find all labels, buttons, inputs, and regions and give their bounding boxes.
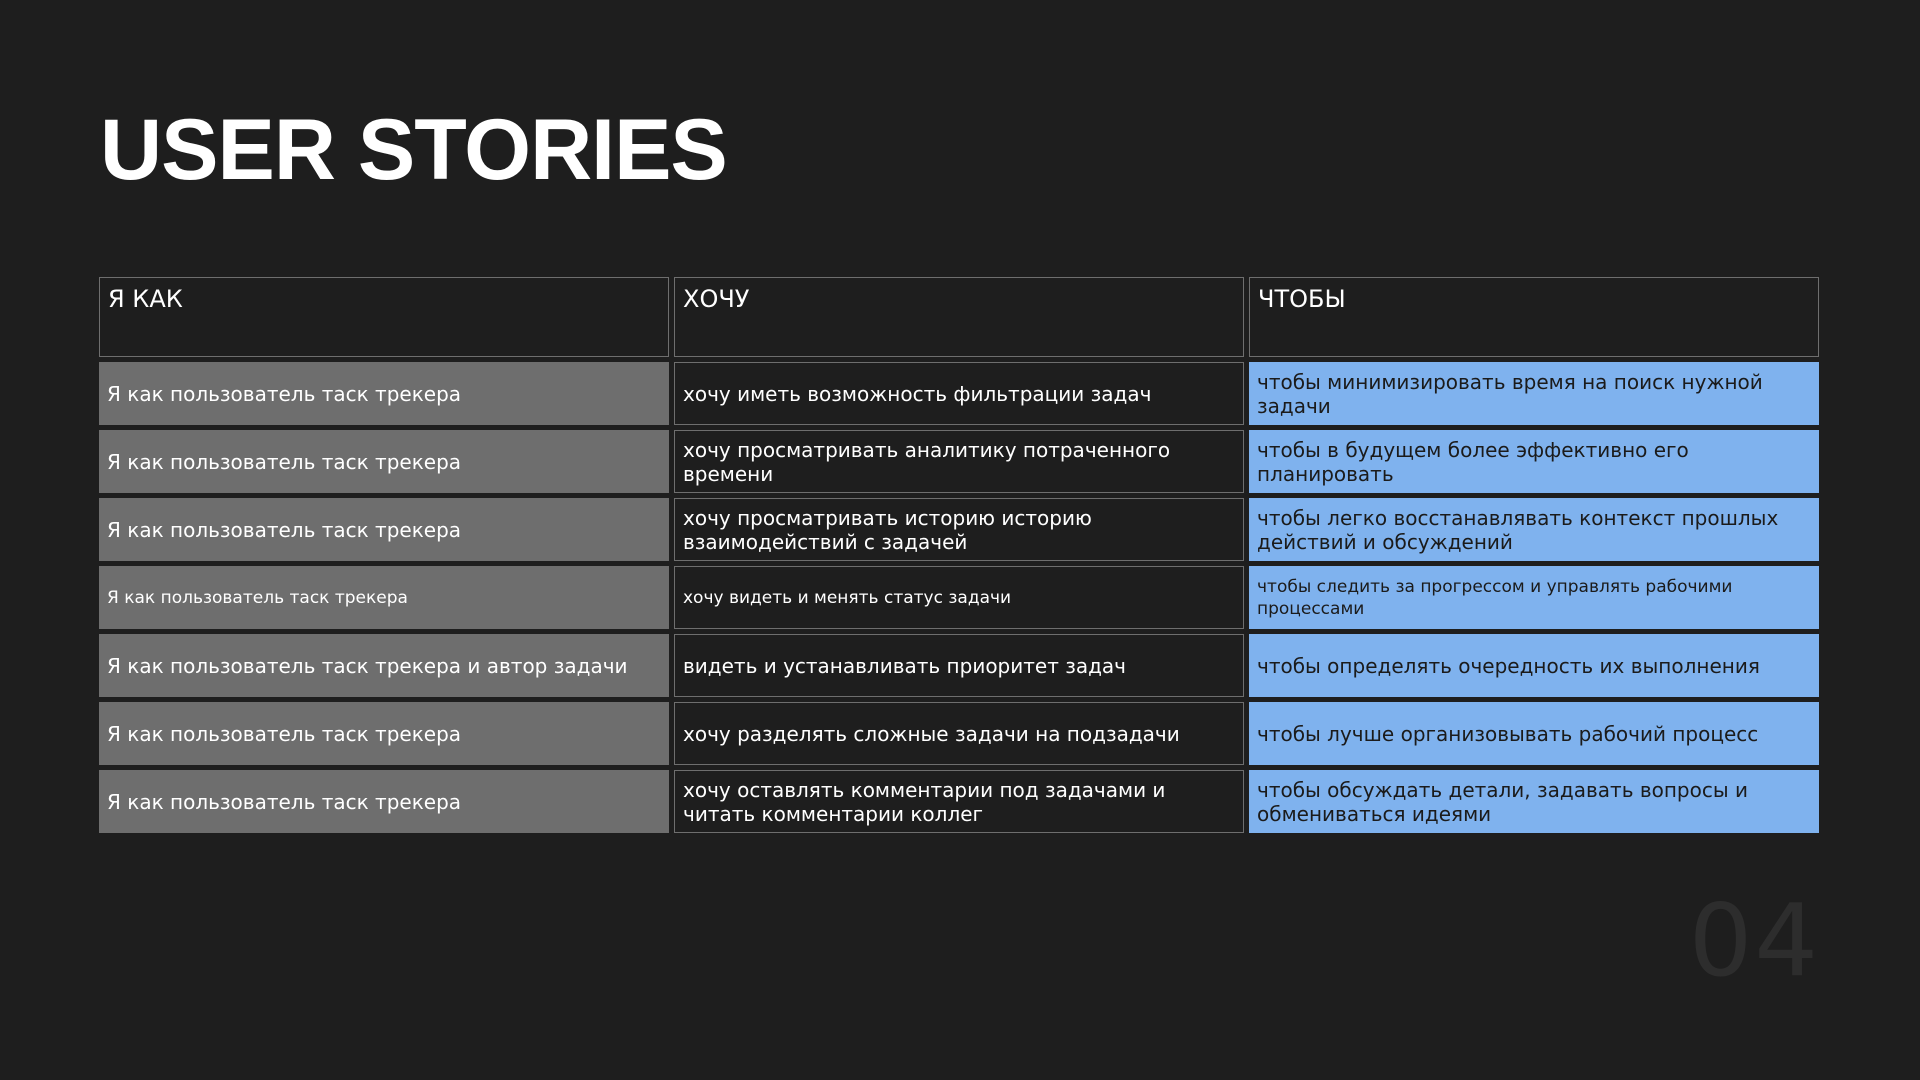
user-stories-table [94, 272, 1824, 838]
want-cell: хочу оставлять комментарии под задачами и читать комментарии коллег [674, 770, 1244, 833]
want-cell: хочу разделять сложные задачи на подзадачи [674, 702, 1244, 765]
goal-cell: чтобы легко восстанавлявать контекст прошлых действий и обсуждений [1249, 498, 1819, 561]
role-cell: Я как пользователь таск трекера [99, 770, 669, 833]
want-cell: хочу иметь возможность фильтрации задач [674, 362, 1244, 425]
goal-cell: чтобы в будущем более эффективно его планировать [1249, 430, 1819, 493]
role-cell: Я как пользователь таск трекера и автор задачи [99, 634, 669, 697]
want-cell: хочу видеть и менять статус задачи [674, 566, 1244, 629]
want-cell: видеть и устанавливать приоритет задач [674, 634, 1244, 697]
table-row [99, 362, 1819, 425]
header-role: Я КАК [99, 277, 669, 357]
goal-cell: чтобы следить за прогрессом и управлять рабочими процессами [1249, 566, 1819, 629]
role-cell: Я как пользователь таск трекера [99, 498, 669, 561]
goal-cell: чтобы лучше организовывать рабочий процесс [1249, 702, 1819, 765]
goal-cell: чтобы минимизировать время на поиск нужной задачи [1249, 362, 1819, 425]
header-goal: ЧТОБЫ [1249, 277, 1819, 357]
page-number: 04 [1688, 882, 1820, 999]
table-row [99, 634, 1819, 697]
table-row [99, 770, 1819, 833]
table-row [99, 702, 1819, 765]
goal-cell: чтобы определять очередность их выполнения [1249, 634, 1819, 697]
goal-cell: чтобы обсуждать детали, задавать вопросы и обмениваться идеями [1249, 770, 1819, 833]
table-header-row [99, 277, 1819, 357]
role-cell: Я как пользователь таск трекера [99, 702, 669, 765]
header-want: ХОЧУ [674, 277, 1244, 357]
table-row [99, 566, 1819, 629]
slide-title: USER STORIES [100, 102, 727, 198]
table-row [99, 498, 1819, 561]
role-cell: Я как пользователь таск трекера [99, 430, 669, 493]
want-cell: хочу просматривать аналитику потраченного времени [674, 430, 1244, 493]
role-cell: Я как пользователь таск трекера [99, 362, 669, 425]
role-cell: Я как пользователь таск трекера [99, 566, 669, 629]
table-row [99, 430, 1819, 493]
want-cell: хочу просматривать историю историю взаимодействий с задачей [674, 498, 1244, 561]
